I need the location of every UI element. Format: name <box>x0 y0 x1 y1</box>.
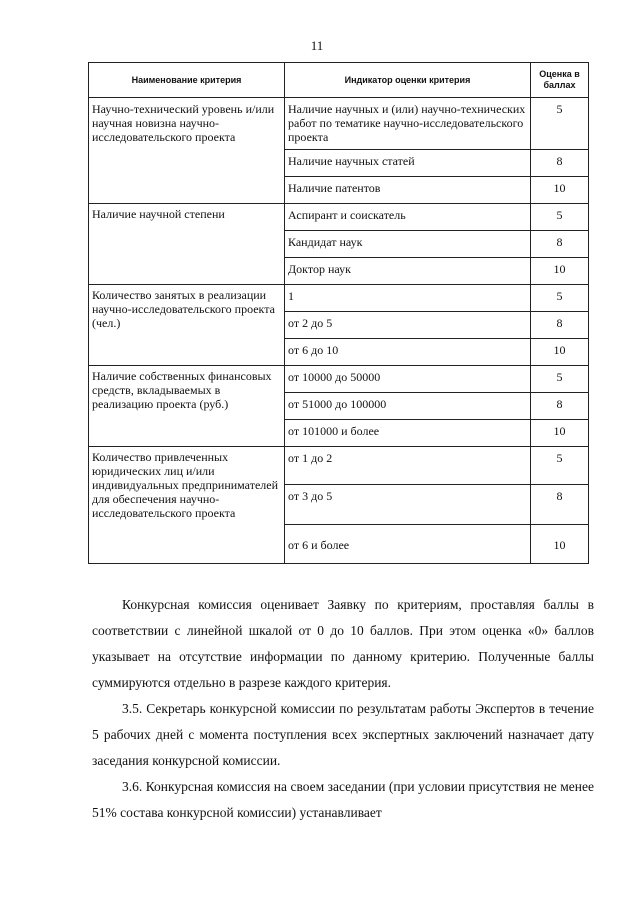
criterion-cell: Количество привлеченных юридических лиц и/или индивидуальных предпринимателей для обеспечения научно-исследовательского проекта <box>89 447 285 564</box>
criterion-cell: Наличие научной степени <box>89 204 285 285</box>
indicator-cell: от 101000 и более <box>285 420 531 447</box>
table-row <box>89 204 589 231</box>
score-cell: 5 <box>531 285 589 312</box>
paragraph-scoring: Конкурсная комиссия оценивает Заявку по критериям, проставляя баллы в соответствии с линейной шкалой от 0 до 10 баллов. При этом оценка «0» баллов указывает на отсутствие информации по данному критерию. Полученные баллы суммируются отдельно в разрезе каждого критерия. <box>92 597 594 690</box>
score-cell: 8 <box>531 231 589 258</box>
table-row <box>89 366 589 393</box>
indicator-cell: от 10000 до 50000 <box>285 366 531 393</box>
score-cell: 5 <box>531 366 589 393</box>
indicator-cell: от 51000 до 100000 <box>285 393 531 420</box>
indicator-cell: Наличие патентов <box>285 177 531 204</box>
score-cell: 10 <box>531 258 589 285</box>
header-indicator: Индикатор оценки критерия <box>285 63 531 98</box>
paragraph-3-6: 3.6. Конкурсная комиссия на своем заседании (при условии присутствия не менее 51% состава конкурсной комиссии) устанавливает <box>92 779 594 820</box>
score-cell: 8 <box>531 485 589 525</box>
paragraph-3-5: 3.5. Секретарь конкурсной комиссии по результатам работы Экспертов в течение 5 рабочих дней с момента поступления всех экспертных заключений назначает дату заседания конкурсной комиссии. <box>92 701 594 768</box>
header-score: Оценка в баллах <box>531 63 589 98</box>
page-number: 11 <box>310 38 324 53</box>
indicator-cell: Кандидат наук <box>285 231 531 258</box>
score-cell: 10 <box>531 177 589 204</box>
indicator-cell: Наличие научных статей <box>285 150 531 177</box>
table-row <box>89 447 589 485</box>
score-cell: 8 <box>531 312 589 339</box>
table-row <box>89 98 589 150</box>
header-criterion: Наименование критерия <box>89 63 285 98</box>
criterion-cell: Количество занятых в реализации научно-исследовательского проекта (чел.) <box>89 285 285 366</box>
indicator-cell: от 6 до 10 <box>285 339 531 366</box>
score-cell: 10 <box>531 420 589 447</box>
indicator-cell: от 2 до 5 <box>285 312 531 339</box>
indicator-cell: Наличие научных и (или) научно-технических работ по тематике научно-исследовательского проекта <box>285 98 531 150</box>
body-text <box>92 592 594 826</box>
indicator-cell: Аспирант и соискатель <box>285 204 531 231</box>
criterion-cell: Наличие собственных финансовых средств, вкладываемых в реализацию проекта (руб.) <box>89 366 285 447</box>
criterion-cell: Научно-технический уровень и/или научная новизна научно-исследовательского проекта <box>89 98 285 204</box>
indicator-cell: 1 <box>285 285 531 312</box>
indicator-cell: от 1 до 2 <box>285 447 531 485</box>
indicator-cell: от 3 до 5 <box>285 485 531 525</box>
score-cell: 5 <box>531 98 589 150</box>
score-cell: 10 <box>531 339 589 366</box>
score-cell: 5 <box>531 447 589 485</box>
criteria-table <box>88 62 589 564</box>
score-cell: 8 <box>531 393 589 420</box>
indicator-cell: от 6 и более <box>285 525 531 564</box>
table-row <box>89 285 589 312</box>
indicator-cell: Доктор наук <box>285 258 531 285</box>
score-cell: 5 <box>531 204 589 231</box>
table-header-row <box>89 63 589 98</box>
score-cell: 8 <box>531 150 589 177</box>
score-cell: 10 <box>531 525 589 564</box>
